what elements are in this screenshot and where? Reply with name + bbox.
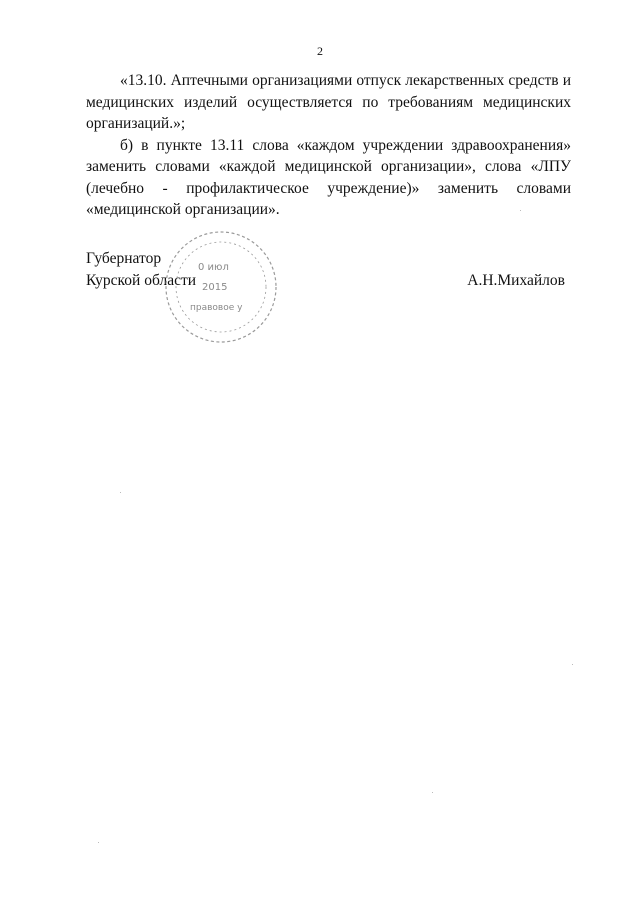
signatory-region: Курской области bbox=[86, 271, 197, 289]
paragraph-13-10: «13.10. Аптечными организациями отпуск лекарственных средств и медицинских изделий осуществляется по требованиям медицинских организаций.»; bbox=[86, 72, 571, 132]
signatory-name: А.Н.Михайлов bbox=[467, 271, 565, 289]
stamp-year: 2015 bbox=[202, 282, 228, 293]
signature-block bbox=[86, 240, 571, 360]
signatory-title: Губернатор bbox=[86, 250, 162, 267]
page-number: 2 bbox=[317, 44, 323, 58]
stamp-date: 0 июл bbox=[198, 262, 229, 273]
document-body bbox=[86, 70, 571, 221]
stamp-department: правовое у bbox=[190, 303, 243, 313]
paragraph-b: б) в пункте 13.11 слова «каждом учреждении здравоохранения» заменить словами «каждой медицинской организации», слова «ЛПУ (лечебно - профилактическое учреждение)» заменить словами «медицинской организации». bbox=[86, 136, 571, 218]
stamp-mark bbox=[162, 228, 280, 346]
